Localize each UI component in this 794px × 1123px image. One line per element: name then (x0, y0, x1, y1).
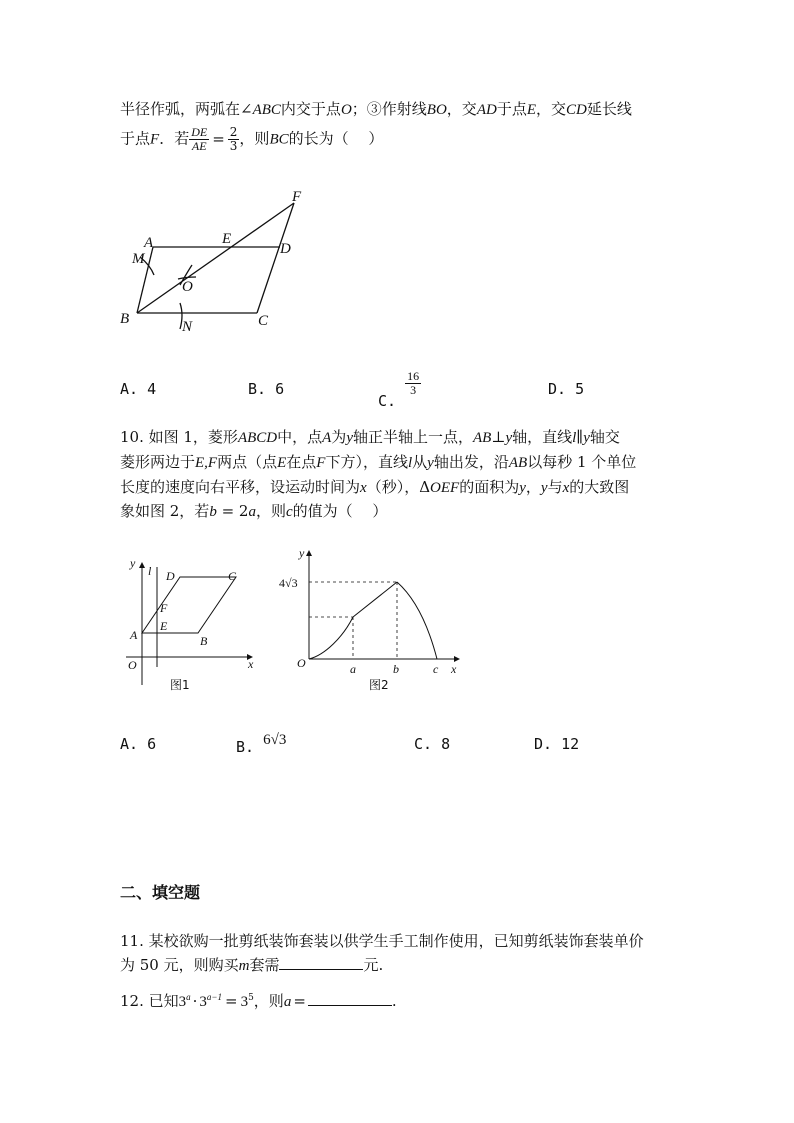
q12-text: 12. 已知$3^a \cdot 3^{a-1} = 3^5$，则a = . (120, 992, 397, 1010)
q10-text-line-3: 长度的速度向右平移，设运动时间为x（秒），ΔOEF的面积为y，y与x的大致图 (120, 478, 630, 496)
label-d: D (280, 241, 291, 257)
q10-option-c[interactable]: C. 8 (414, 735, 451, 753)
fig2-label-x: x (451, 662, 457, 676)
fig1-rhombus (142, 577, 236, 633)
label-b: B (120, 311, 130, 327)
fig2-curve-rise (309, 617, 353, 659)
fig2-tick-4root3: 4√3 (279, 576, 298, 590)
fig2-label-o: O (297, 656, 306, 670)
q10-text-line-1: 10. 如图 1，菱形ABCD中，点A为y轴正半轴上一点，AB⊥y轴，直线l∥y轴交 (120, 428, 620, 446)
fig1-caption: 图1 (170, 678, 190, 692)
fraction-de-over-ae: $\frac{DE}{AE}$ (191, 125, 208, 153)
fig2-label-y: y (299, 546, 305, 560)
figure-1-rhombus (118, 555, 268, 695)
fig2-label-b: b (393, 662, 399, 676)
q11-text-line-1: 11. 某校欲购一批剪纸装饰套装以供学生手工制作使用，已知剪纸装饰套装单价 (120, 932, 644, 950)
fig2-label-c: c (433, 662, 439, 676)
label-f: F (292, 189, 302, 205)
fraction-16-thirds: $\frac{16}{3}$ (407, 369, 420, 397)
fig1-label-x: x (248, 657, 254, 671)
figure-2-graph (275, 545, 465, 695)
q9-text-line-2: 于点F．若 $\frac{DE}{AE}$ = $\frac{2}{3}$ ，则BC的长为（ ） (120, 125, 384, 153)
fig1-label-d: D (166, 569, 175, 583)
ray-bo (137, 203, 294, 313)
q11-answer-blank[interactable] (279, 955, 363, 970)
fig1-label-a: A (130, 628, 138, 642)
fig2-caption: 图2 (369, 678, 389, 692)
q9-option-d[interactable]: D. 5 (548, 380, 585, 398)
fig1-label-e: E (160, 619, 168, 633)
fig1-label-c: C (228, 569, 237, 583)
fig2-label-a: a (350, 662, 356, 676)
label-e: E (222, 231, 232, 247)
q10-option-a[interactable]: A. 6 (120, 735, 157, 753)
q10-text-line-4: 象如图 2，若b = 2a，则c的值为（ ） (120, 502, 388, 520)
q10-text-line-2: 菱形两边于E,F两点（点E在点F下方），直线l从y轴出发，沿AB以每秒 1 个单位 (120, 453, 637, 471)
q11-text-line-2: 为 50 元，则购买m套需 元. (120, 956, 384, 974)
q9-option-c[interactable]: C. $\frac{16}{3}$ (378, 369, 420, 410)
fig2-line-segment (353, 582, 397, 617)
q10-option-b[interactable]: B. 6√3 (236, 732, 287, 756)
q12-answer-blank[interactable] (308, 991, 392, 1006)
segment-cf (257, 203, 294, 313)
q10-option-d[interactable]: D. 12 (534, 735, 580, 753)
label-m: M (132, 251, 145, 267)
label-n: N (182, 319, 193, 335)
fig1-label-l: l (148, 564, 152, 578)
fig1-label-o: O (128, 658, 137, 672)
fig1-label-b: B (200, 634, 208, 648)
q9-option-b[interactable]: B. 6 (248, 380, 285, 398)
fig1-label-f: F (160, 601, 168, 615)
section-title-fill-in: 二、填空题 (120, 883, 201, 902)
label-a: A (144, 235, 154, 251)
parallelogram-figure (110, 185, 320, 345)
fig1-label-y: y (130, 556, 136, 570)
q9-option-a[interactable]: A. 4 (120, 380, 157, 398)
fig2-curve-fall (397, 582, 437, 659)
q9-text-line-1: 半径作弧，两弧在∠ABC内交于点O；③作射线BO，交AD于点E，交CD延长线 (120, 100, 632, 118)
label-c: C (258, 313, 269, 329)
fraction-two-thirds: $\frac{2}{3}$ (229, 125, 238, 153)
label-o: O (182, 279, 193, 295)
